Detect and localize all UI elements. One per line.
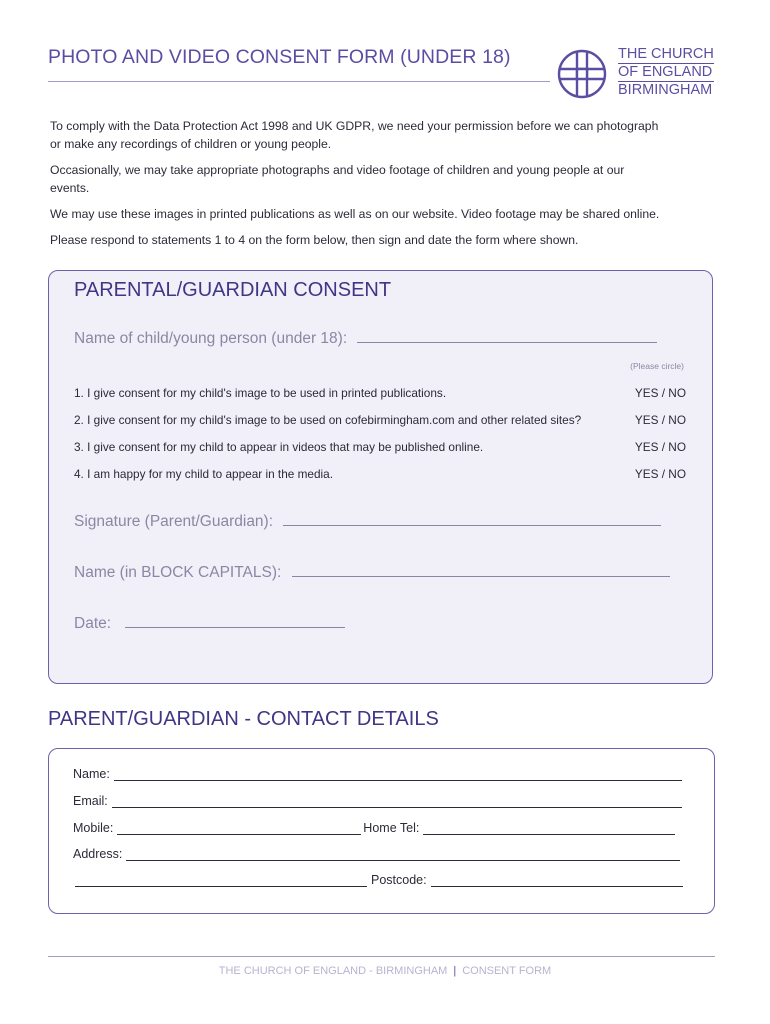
cross-in-circle-icon [556,48,608,100]
date-field[interactable] [74,613,345,633]
intro-paragraph-4: Please respond to statements 1 to 4 on the form below, then sign and date the form where shown. [50,233,579,247]
email-blank[interactable] [112,795,682,808]
mobile-blank[interactable] [117,822,361,835]
intro-text [50,117,730,257]
contact-name-blank[interactable] [114,768,682,781]
footer-document-name: CONSENT FORM [462,965,552,977]
address-postcode-row[interactable] [73,873,683,887]
page-footer [0,965,770,977]
address-line-2-blank[interactable] [75,874,367,887]
statement-text: 2. I give consent for my child's image to be used on cofebirmingham.com and other related sites? [74,413,582,427]
yes-no-choice[interactable]: YES / NO [634,413,686,427]
intro-paragraph-2: Occasionally, we may take appropriate photographs and video footage of children and young people at our events. [50,163,625,195]
child-name-field[interactable] [74,328,657,348]
mobile-label: Mobile: [73,821,114,835]
child-name-label: Name of child/young person (under 18): [74,330,348,347]
header-divider [48,81,550,82]
logo-line-3: BIRMINGHAM [618,82,713,98]
block-name-blank[interactable] [292,562,670,577]
signature-field[interactable] [74,511,661,531]
intro-paragraph-3: We may use these images in printed publications as well as on our website. Video footage may be shared online. [50,207,660,221]
date-blank[interactable] [125,613,345,628]
footer-divider [48,956,715,957]
child-name-blank[interactable] [357,328,657,343]
email-field[interactable] [73,794,682,808]
intro-paragraph-1: To comply with the Data Protection Act 1998 and UK GDPR, we need your permission before we can photograph or make any recordings of children or young people. [50,119,659,151]
contact-details-section [48,748,715,914]
address-label: Address: [73,847,123,861]
block-name-label: Name (in BLOCK CAPITALS): [74,564,282,581]
contact-name-field[interactable] [73,767,682,781]
yes-no-choice[interactable]: YES / NO [634,386,686,400]
parental-consent-section [48,270,713,684]
address-field[interactable] [73,847,680,861]
footer-separator: | [453,965,457,977]
mobile-field[interactable] [73,821,675,835]
logo-line-2: OF ENGLAND [618,64,713,80]
consent-section-title: PARENTAL/GUARDIAN CONSENT [74,279,392,301]
logo-line-1: THE CHURCH [618,46,714,62]
statement-text: 4. I am happy for my child to appear in the media. [74,467,334,481]
contact-name-label: Name: [73,767,110,781]
please-circle-note: (Please circle) [630,361,684,371]
form-title: PHOTO AND VIDEO CONSENT FORM (UNDER 18) [48,46,511,68]
statement-text: 3. I give consent for my child to appear in videos that may be published online. [74,440,484,454]
logo-wordmark [618,46,714,99]
footer-organisation: THE CHURCH OF ENGLAND - BIRMINGHAM [218,965,448,977]
yes-no-choice[interactable]: YES / NO [634,440,686,454]
signature-blank[interactable] [283,511,661,526]
postcode-blank[interactable] [431,874,683,887]
block-name-field[interactable] [74,562,670,582]
email-label: Email: [73,794,108,808]
yes-no-choice[interactable]: YES / NO [634,467,686,481]
contact-section-title: PARENT/GUARDIAN - CONTACT DETAILS [48,708,439,730]
date-label: Date: [74,615,112,632]
signature-label: Signature (Parent/Guardian): [74,513,274,530]
postcode-label: Postcode: [371,873,427,887]
statement-text: 1. I give consent for my child's image to be used in printed publications. [74,386,447,400]
home-tel-label: Home Tel: [363,821,420,835]
church-logo [556,46,726,102]
home-tel-blank[interactable] [423,822,675,835]
address-blank[interactable] [126,848,680,861]
